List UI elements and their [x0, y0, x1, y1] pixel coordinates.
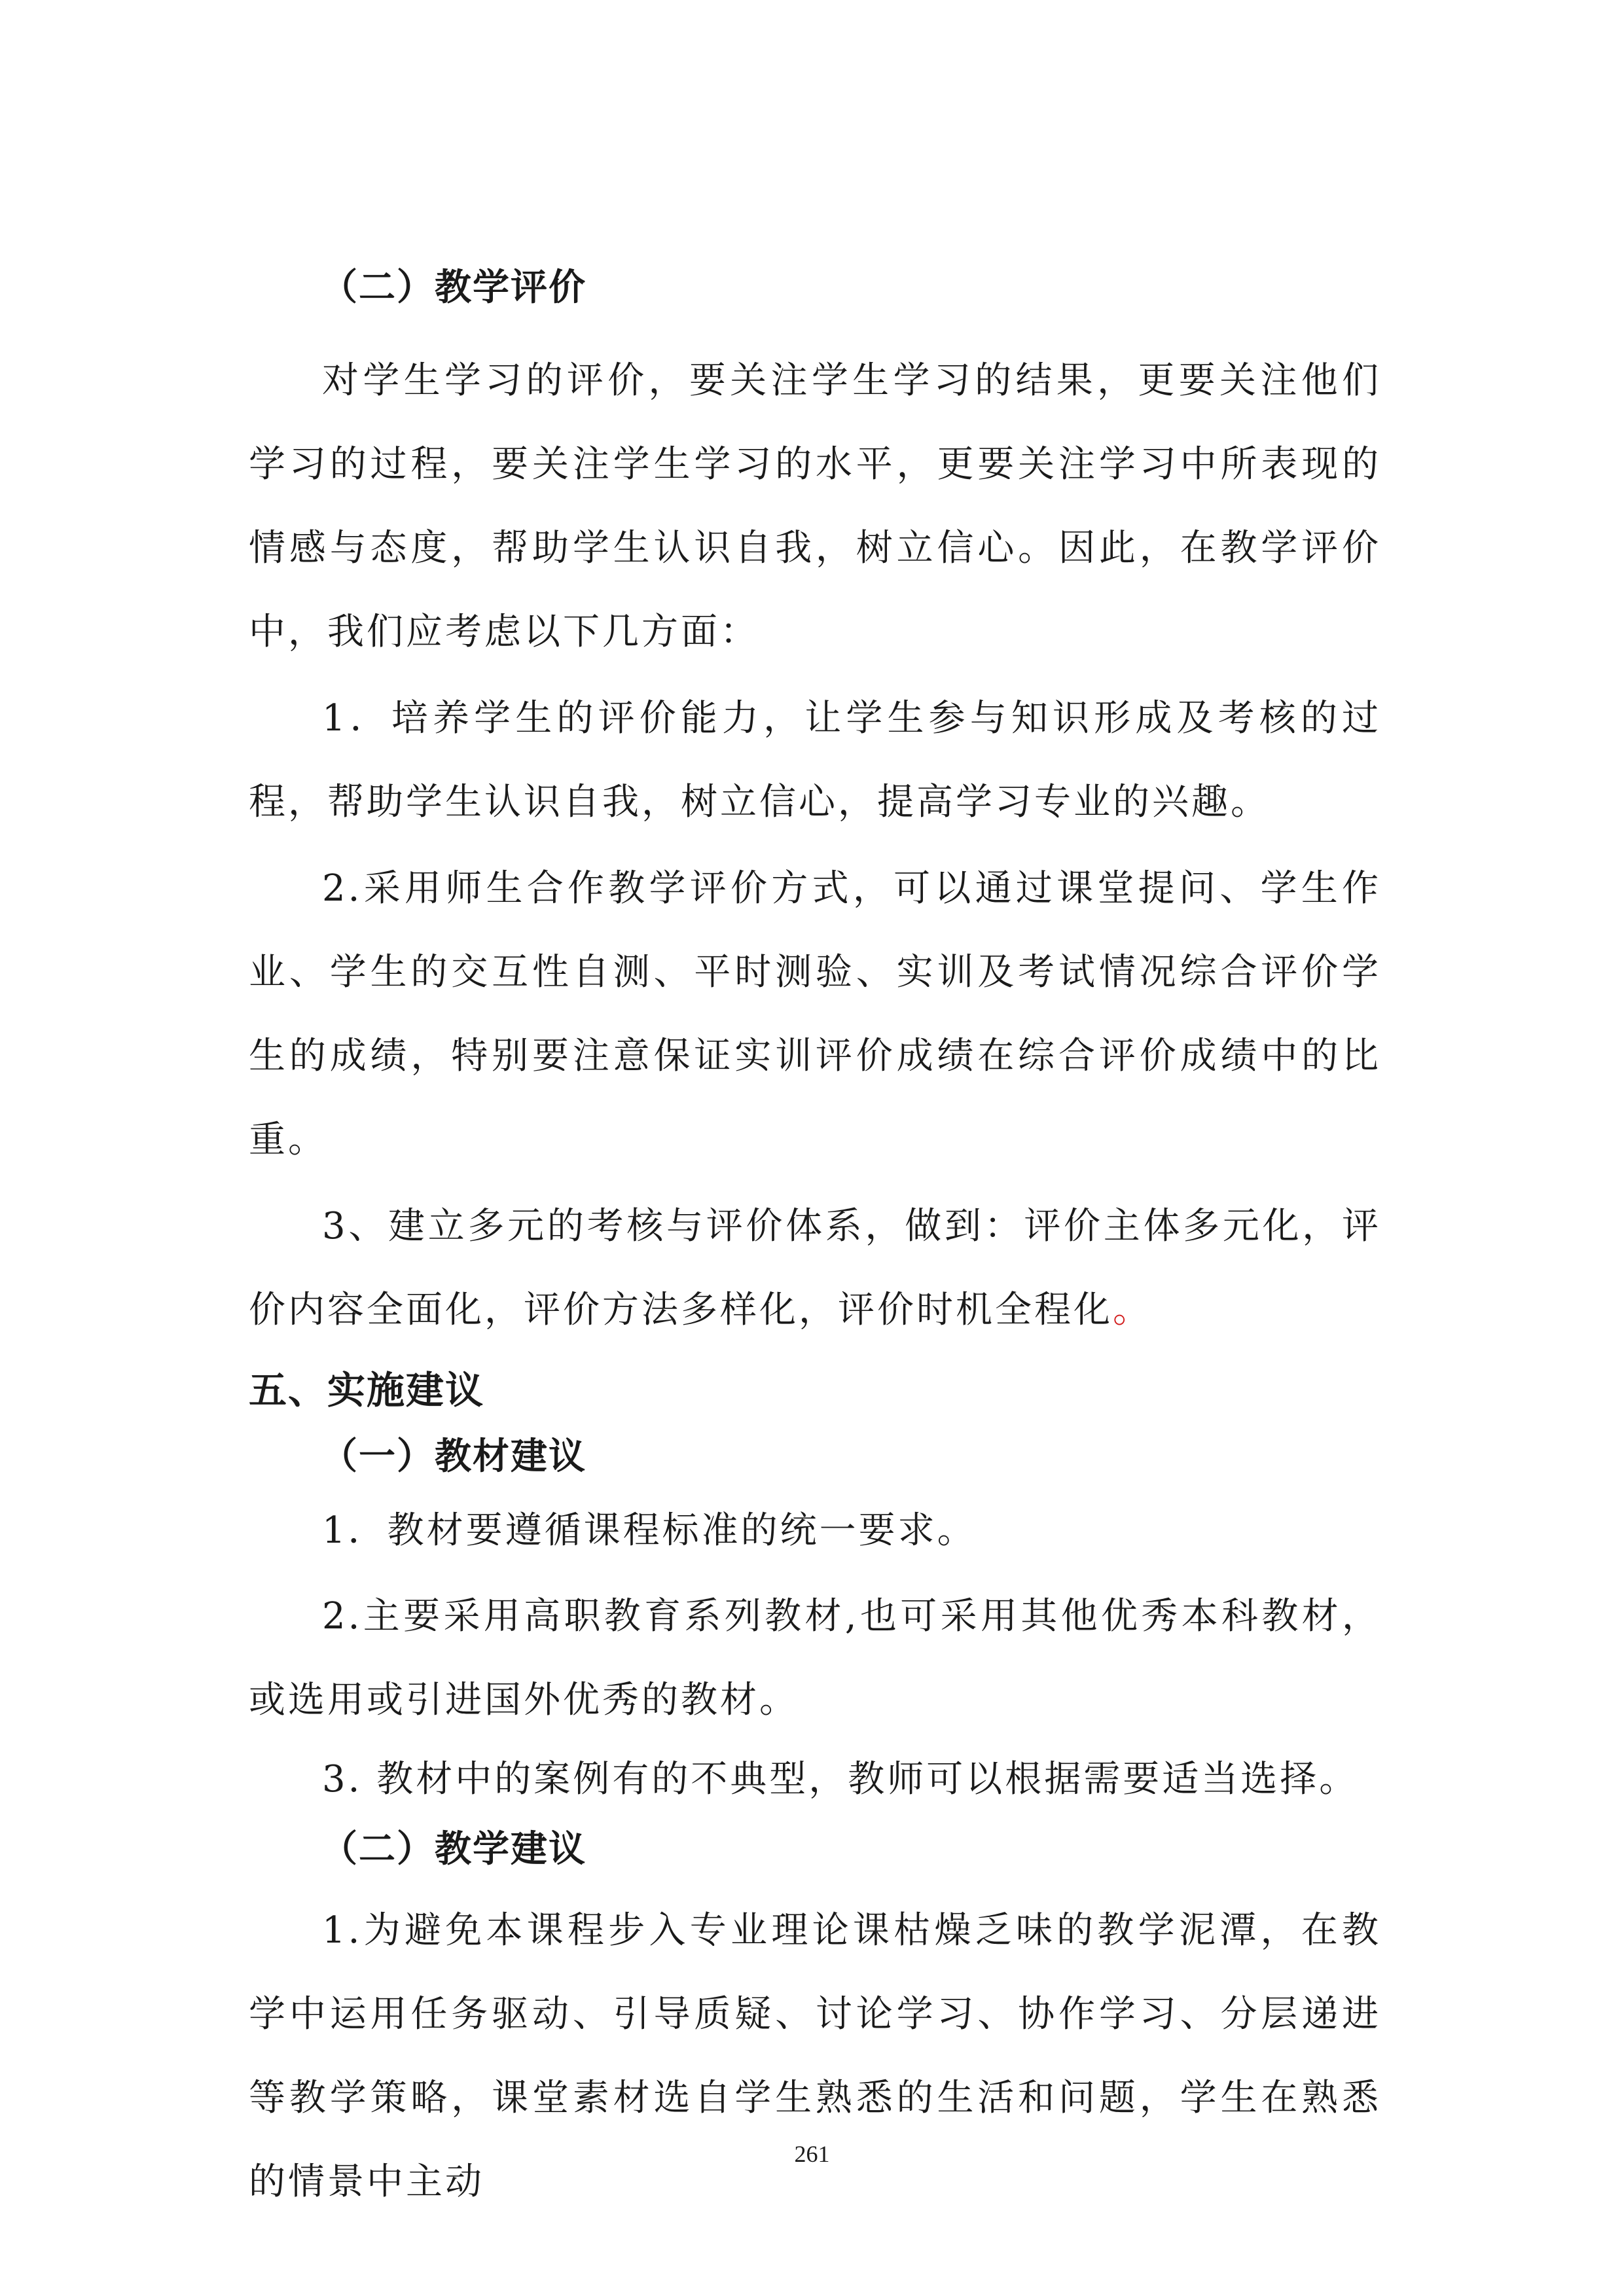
- implementation-suggestions-heading: 五、实施建议: [249, 1368, 485, 1412]
- page-number: 261: [794, 2141, 830, 2167]
- teaching-suggestions-heading: （二）教学建议: [321, 1828, 586, 1871]
- page-content: [249, 262, 1381, 2227]
- evaluation-item-3: [249, 1185, 1381, 1352]
- textbook-item-1: 1．教材要遵循课程标准的统一要求。: [322, 1509, 977, 1552]
- evaluation-item-1: 1．培养学生的评价能力，让学生参与知识形成及考核的过程，帮助学生认识自我，树立信心，提高学习专业的兴趣。: [249, 697, 1381, 823]
- evaluation-item-2: 2.采用师生合作教学评价方式，可以通过课堂提问、学生作业、学生的交互性自测、平时测验、实训及考试情况综合评价学生的成绩，特别要注意保证实训评价成绩在综合评价成绩中的比重。: [249, 867, 1381, 1161]
- textbook-suggestions-heading: （一）教材建议: [321, 1435, 586, 1478]
- teaching-evaluation-heading: （二）教学评价: [321, 266, 586, 309]
- teaching-item-1: 1.为避免本课程步入专业理论课枯燥乏味的教学泥潭，在教学中运用任务驱动、引导质疑、讨论学习、协作学习、分层递进等教学策略，课堂素材选自学生熟悉的生活和问题，学生在熟悉的情景中主动: [249, 1909, 1381, 2203]
- textbook-item-2: 2.主要采用高职教育系列教材,也可采用其他优秀本科教材，或选用或引进国外优秀的教材。: [249, 1595, 1381, 1721]
- evaluation-item-3-text: 3、建立多元的考核与评价体系，做到：评价主体多元化，评价内容全面化，评价方法多样化，评价时机全程化: [249, 1205, 1381, 1331]
- textbook-item-3: 3. 教材中的案例有的不典型，教师可以根据需要适当选择。: [322, 1758, 1359, 1801]
- red-period-mark: 。: [1113, 1289, 1152, 1331]
- evaluation-intro-paragraph: 对学生学习的评价，要关注学生学习的结果，更要关注他们学习的过程，要关注学生学习的水平，更要关注学习中所表现的情感与态度，帮助学生认识自我，树立信心。因此，在教学评价中，我们应考虑以下几方面：: [249, 359, 1381, 653]
